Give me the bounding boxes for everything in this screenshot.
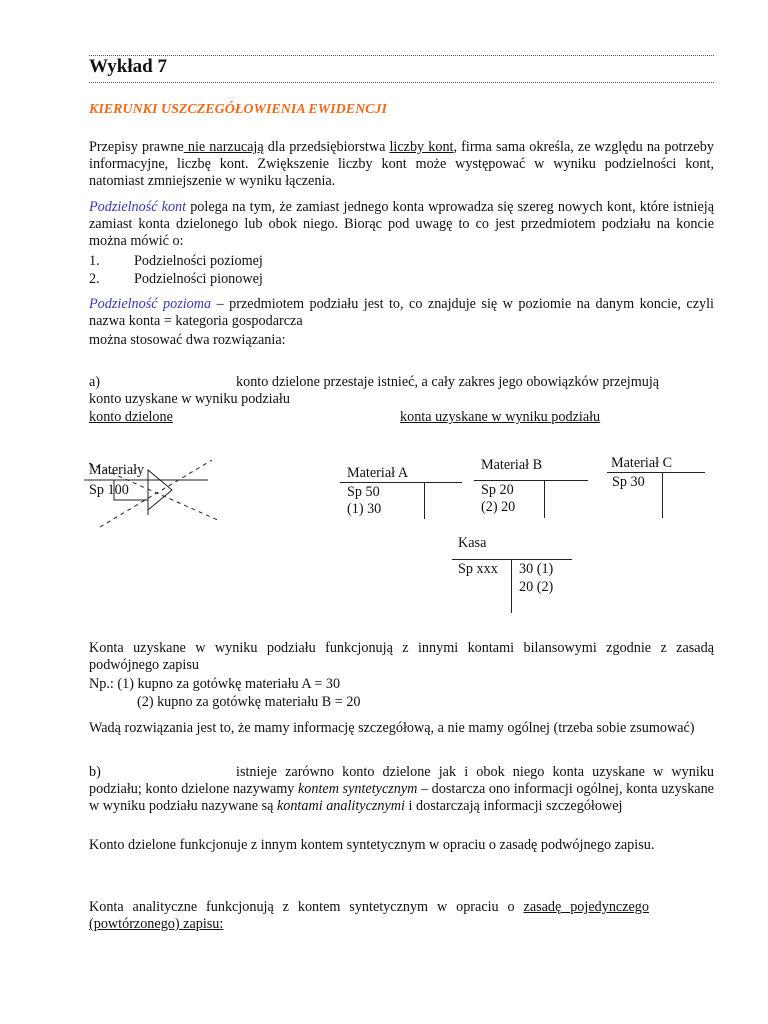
account-material-b: [474, 455, 588, 520]
account-debit: Sp xxx: [458, 561, 498, 577]
para3-text: – przedmiotem podziału jest to, co znajduje się w poziomie na danym koncie, czyli nazwa konta = kategoria gospodarcza: [89, 296, 714, 329]
account-material-c: [607, 455, 707, 520]
para3-term: Podzielność pozioma: [89, 296, 212, 312]
col-right-heading: konta uzyskane w wyniku podziału: [400, 409, 601, 425]
option-b-part: – dostarcza ono informacji ogólnej, konta uzyskane w wyniku podziału nazywane są: [89, 781, 714, 814]
para1-text-c: , firma sama określa, ze względu na potrzeby informacyjne, liczbę kont. Zwiększenie liczby kont może występować w wyniku podzielności kont, natomiast zmniejszenie w wyniku łączenia.: [89, 139, 714, 189]
para1-underline-b: liczby kont: [389, 139, 454, 155]
para7-text: Konta analityczne funkcjonują z kontem syntetycznym w opraciu o: [89, 899, 524, 915]
account-entry: (1) 30: [347, 501, 382, 517]
example-line-1: Np.: (1) kupno za gotówkę materiału A = 30: [89, 676, 341, 692]
account-name: Kasa: [458, 535, 487, 551]
account-name: Materiał B: [481, 457, 543, 473]
paragraph-2: [89, 199, 714, 250]
option-b-text: [89, 764, 714, 815]
option-b-term-synthetic: kontem syntetycznym: [298, 781, 418, 797]
para1-text-a: Przepisy prawne: [89, 139, 184, 155]
account-divider: [544, 480, 545, 518]
option-b-part: i dostarczają informacji szczegółowej: [405, 798, 623, 814]
option-b-part: istnieje zarówno konto dzielone jak i obok niego konta uzyskane w wyniku podziału; konto dzielone nazywamy: [89, 764, 714, 797]
para2-text: polega na tym, że zamiast jednego konta wprowadza się szereg nowych kont, które istnieją zamiast konta dzielonego lub obok niego. Biorąc pod uwagę to co jest przedmiotem podziału na koncie można mówić o:: [89, 199, 714, 249]
account-divider: [340, 482, 462, 483]
cross-out-arrow-icon: [84, 455, 224, 530]
para1-text-b: dla przedsiębiorstwa: [263, 139, 390, 155]
paragraph-3: [89, 296, 714, 330]
account-divider: [511, 559, 512, 613]
col-left-heading: konto dzielone: [89, 409, 173, 425]
account-name: Materiały: [89, 462, 145, 478]
section-heading: KIERUNKI USZCZEGÓŁOWIENIA EWIDENCJI: [89, 102, 387, 117]
title-rule: [89, 82, 714, 83]
list-number: 1.: [89, 253, 100, 269]
para1-underline-a: nie narzucają: [183, 139, 264, 155]
list-number: 2.: [89, 271, 100, 287]
page-title: Wykład 7: [89, 56, 167, 77]
account-kasa: [452, 535, 572, 615]
account-entry: Sp 50: [347, 484, 380, 500]
option-a-text: konto dzielone przestaje istnieć, a cały zakres jego obowiązków przejmują: [236, 374, 660, 390]
account-material-a: [340, 463, 462, 521]
account-credit: 30 (1): [519, 561, 554, 577]
paragraph-1: [89, 139, 714, 190]
account-materialy: [84, 455, 224, 530]
example-line-2: (2) kupno za gotówkę materiału B = 20: [137, 694, 361, 710]
account-divider: [662, 472, 663, 518]
account-divider: [607, 472, 705, 473]
para3-line2: można stosować dwa rozwiązania:: [89, 332, 286, 348]
account-entry: (2) 20: [481, 499, 516, 515]
account-divider: [424, 482, 425, 519]
option-b-term-analytic: kontami analitycznymi: [276, 798, 405, 814]
para7-underline: zasadę pojedynczego (powtórzonego) zapisu:: [89, 899, 649, 932]
list-text: Podzielności poziomej: [134, 253, 263, 269]
account-debit: Sp 100: [89, 482, 129, 498]
para2-term: Podzielność kont: [89, 199, 187, 215]
account-divider: [452, 559, 572, 560]
paragraph-7: [89, 899, 649, 933]
top-rule: [89, 55, 714, 56]
account-divider: [474, 480, 588, 481]
account-name: Materiał A: [347, 465, 409, 481]
option-a-line2: konto uzyskane w wyniku podziału: [89, 391, 290, 407]
option-b-label: b): [89, 764, 101, 780]
paragraph-6: Konto dzielone funkcjonuje z innym kontem syntetycznym w opraciu o zasadę podwójnego zapisu.: [89, 837, 655, 853]
paragraph-5: Wadą rozwiązania jest to, że mamy informację szczegółową, a nie mamy ogólnej (trzeba sobie zsumować): [89, 720, 695, 736]
paragraph-4: Konta uzyskane w wyniku podziału funkcjonują z innymi kontami bilansowymi zgodnie z zasadą podwójnego zapisu: [89, 640, 714, 673]
account-entry: Sp 20: [481, 482, 514, 498]
account-name: Materiał C: [611, 455, 673, 471]
option-a-label: a): [89, 374, 101, 390]
account-entry: Sp 30: [612, 474, 645, 490]
list-text: Podzielności pionowej: [134, 271, 263, 287]
account-credit: 20 (2): [519, 579, 554, 595]
